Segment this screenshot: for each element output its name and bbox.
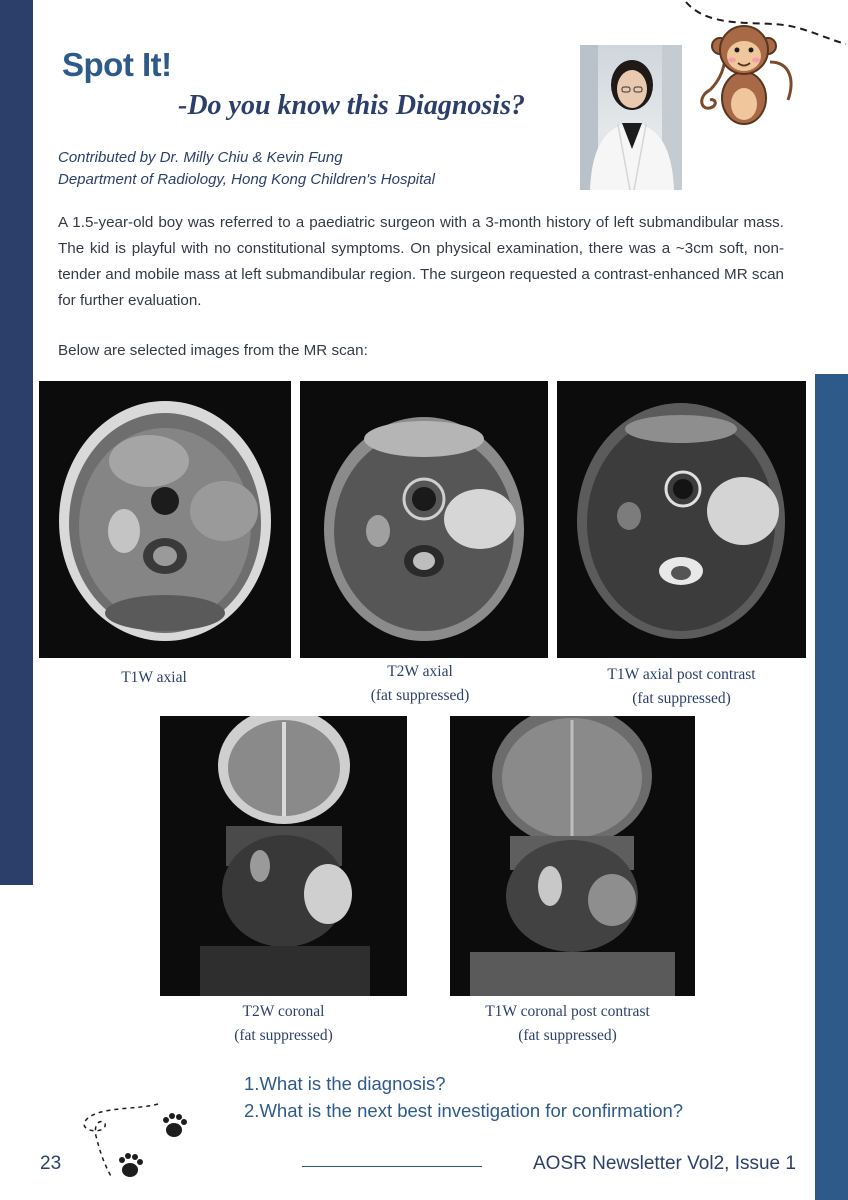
caption-t1w-coronal-post-contrast: T1W coronal post contrast (fat suppressed) [485,1003,650,1044]
case-description: A 1.5-year-old boy was referred to a paediatric surgeon with a 3-month history of left submandibular mass. The kid is playful with no constitutional symptoms. On physical examination, there was a ~3cm soft, non-tender and mobile mass at left submandibular region. The surgeon requested a contrast-enhanced MR scan for further evaluation. [58,214,784,309]
question-item: 2.What is the next best investigation for confirmation? [244,1100,684,1121]
mri-t1w-coronal-post-contrast [450,716,695,996]
contributors-line: Contributed by Dr. Milly Chiu & Kevin Fung [58,149,343,166]
page-number: 23 [40,1153,62,1174]
author-photo [580,45,682,190]
images-intro: Below are selected images from the MR scan: [58,342,368,359]
caption-t2w-coronal: T2W coronal (fat suppressed) [234,1003,333,1044]
monkey-decoration [680,0,848,140]
caption-t1w-axial: T1W axial [121,669,187,686]
right-accent-bar [815,374,848,1200]
mri-t1w-axial-post-contrast [557,381,806,658]
questions-list [244,1070,683,1124]
page-subtitle: -Do you know this Diagnosis? [178,90,525,121]
caption-t1w-axial-post-contrast: T1W axial post contrast (fat suppressed) [607,666,756,707]
page-title: Spot It! [62,46,172,83]
mri-t2w-axial [300,381,548,658]
department-line: Department of Radiology, Hong Kong Children's Hospital [58,171,435,188]
mri-t2w-coronal [160,716,407,996]
mri-t1w-axial [39,381,291,658]
question-item: 1.What is the diagnosis? [244,1073,446,1094]
left-accent-bar [0,0,33,885]
footer-divider [302,1166,482,1167]
caption-t2w-axial: T2W axial (fat suppressed) [370,663,470,704]
publication-name: AOSR Newsletter Vol2, Issue 1 [533,1153,796,1174]
contributors-block [58,147,435,191]
paw-prints-decoration [78,1100,208,1185]
